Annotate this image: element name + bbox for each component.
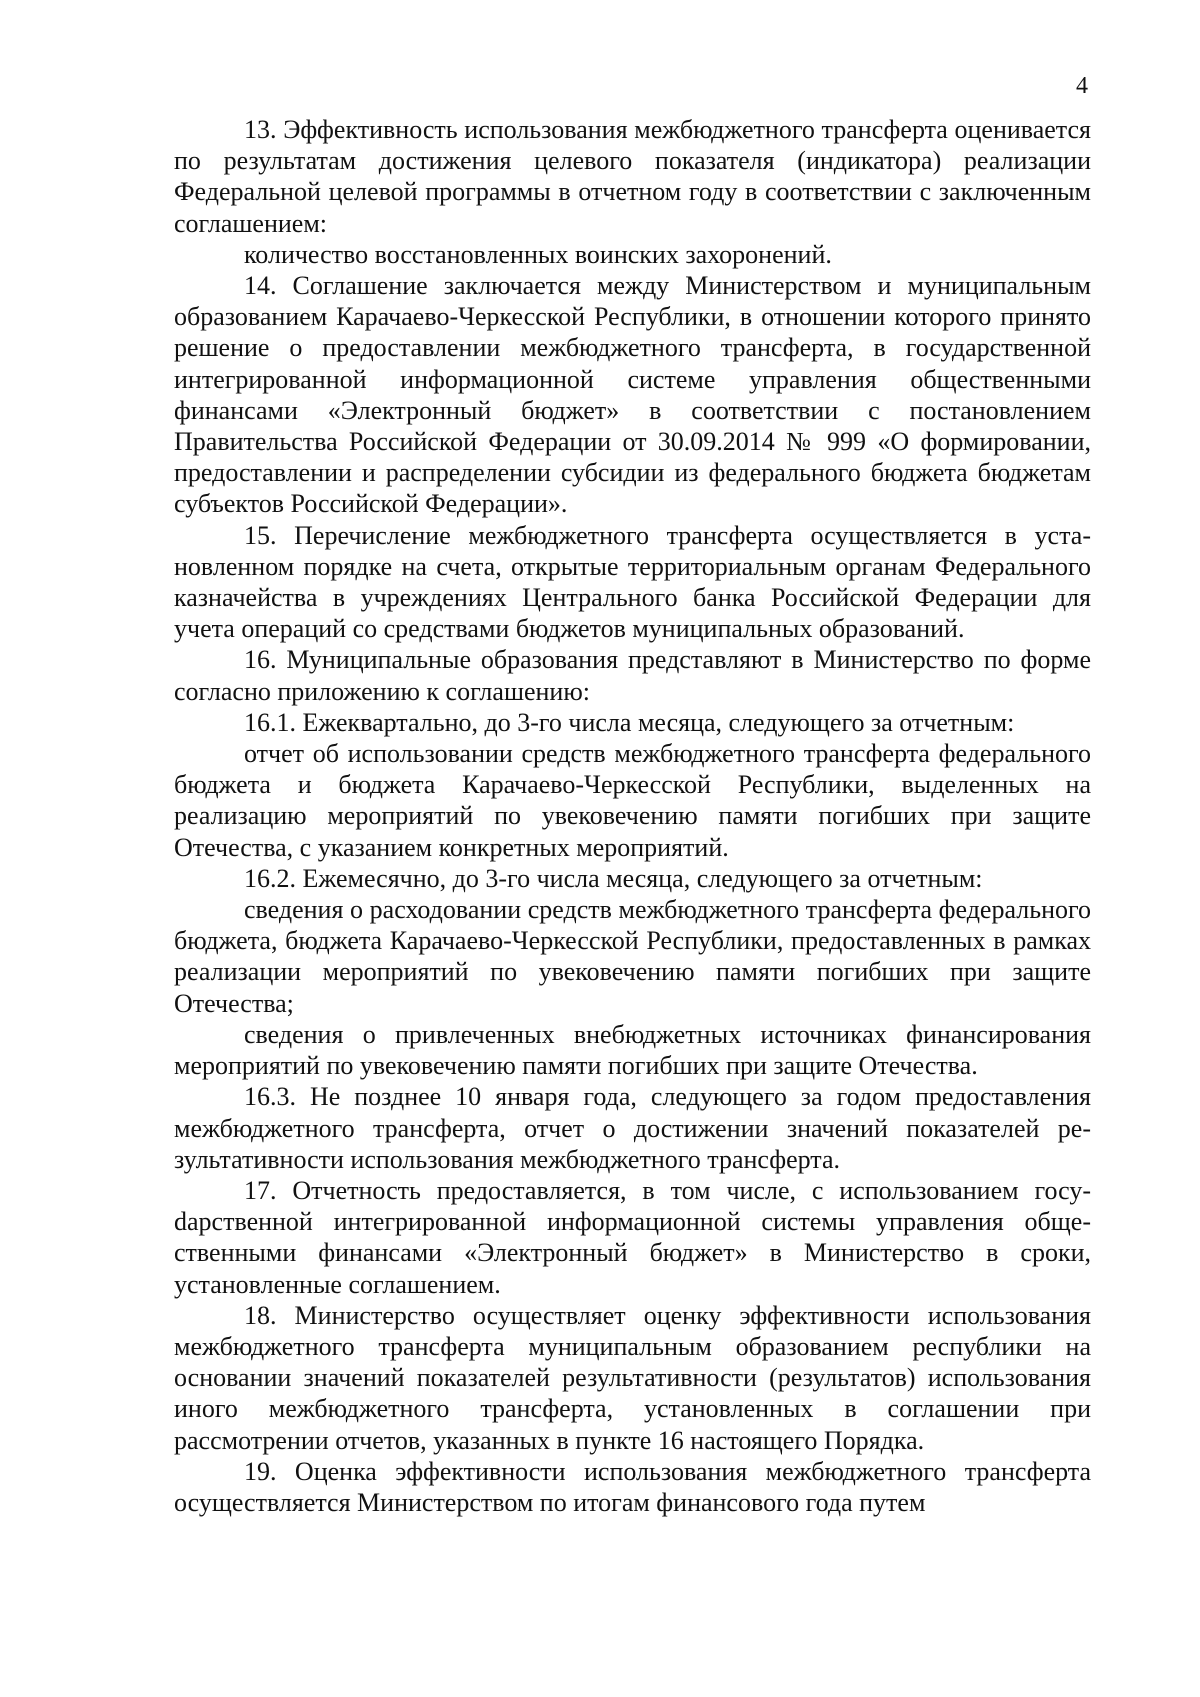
paragraph-15: 15. Перечисление межбюджетного трансферта осуществляется в установленном порядке на счета, открытые территориальным органам Федерального казначейства в учреждениях Центрального банка Российской Федерации для учета операций со средствами бюджетов муниципальных образований. [174, 520, 1091, 644]
paragraph-16-1: 16.1. Ежеквартально, до 3-го числа месяца, следующего за отчетным: [244, 707, 1015, 737]
document-body [174, 114, 1091, 1518]
paragraph-16-3: 16.3. Не позднее 10 января года, следующего за годом предоставления межбюджетного трансферта, отчет о достижении значений показателей результативности использования межбюджетного трансферта. [174, 1082, 1091, 1174]
paragraph-14: 14. Соглашение заключается между Министерством и муниципальным образованием Карачаево-Черкесской Республики, в отношении которого принято решение о предоставлении межбюджетного трансферта, в государственной интегрированной информационной системе управления общественными финансами «Электронный бюджет» в соответствии с постановлением Правительства Российской Федерации от 30.09.2014 № 999 «О формировании, предоставлении и распределении субсидии из федерального бюджета бюджетам субъектов Российской Федерации». [174, 271, 1091, 519]
paragraph-13-indicator: количество восстановленных воинских захоронений. [244, 239, 832, 269]
page-number: 4 [1076, 73, 1088, 99]
paragraph-16-2: 16.2. Ежемесячно, до 3-го числа месяца, следующего за отчетным: [244, 863, 983, 893]
paragraph-16-2-expenses: сведения о расходовании средств межбюджетного трансферта федерального бюджета, бюджета Карачаево-Черкесской Республики, предоставленных в рамках реализации мероприятий по увековечению памяти погибших при защите Отечества; [174, 895, 1091, 1018]
paragraph-13: 13. Эффективность использования межбюджетного трансферта оценивается по результатам достижения целевого показателя (индикатора) реализации Федеральной целевой программы в отчетном году в соответствии с заключенным соглашением: [174, 115, 1091, 238]
paragraph-17: 17. Отчетность предоставляется, в том числе, с использованием госуdарственной интегрированной информационной системы управления общественными финансами «Электронный бюджет» в Министерство в сроки, установленные соглашением. [174, 1175, 1091, 1299]
paragraph-18: 18. Министерство осуществляет оценку эффективности использования межбюджетного трансферта муниципальным образованием республики на основании значений показателей результативности (результатов) использования иного межбюджетного трансферта, установленных в соглашении при рассмотрении отчетов, указанных в пункте 16 настоящего Порядка. [174, 1300, 1091, 1455]
paragraph-16-1-report: отчет об использовании средств межбюджетного трансферта федерального бюджета и бюджета Карачаево-Черкесской Республики, выделенных на реализацию мероприятий по увековечению памяти погибших при защите Отечества, с указанием конкретных мероприятий. [174, 739, 1091, 862]
paragraph-16-2-sources: сведения о привлеченных внебюджетных источниках финансирования мероприятий по увековечению памяти погибших при защите Отечества. [174, 1019, 1091, 1081]
paragraph-16: 16. Муниципальные образования представляют в Министерство по форме согласно приложению к соглашению: [174, 645, 1091, 706]
paragraph-19: 19. Оценка эффективности использования межбюджетного трансферта осуществляется Министерством по итогам финансового года путем [174, 1456, 1091, 1517]
